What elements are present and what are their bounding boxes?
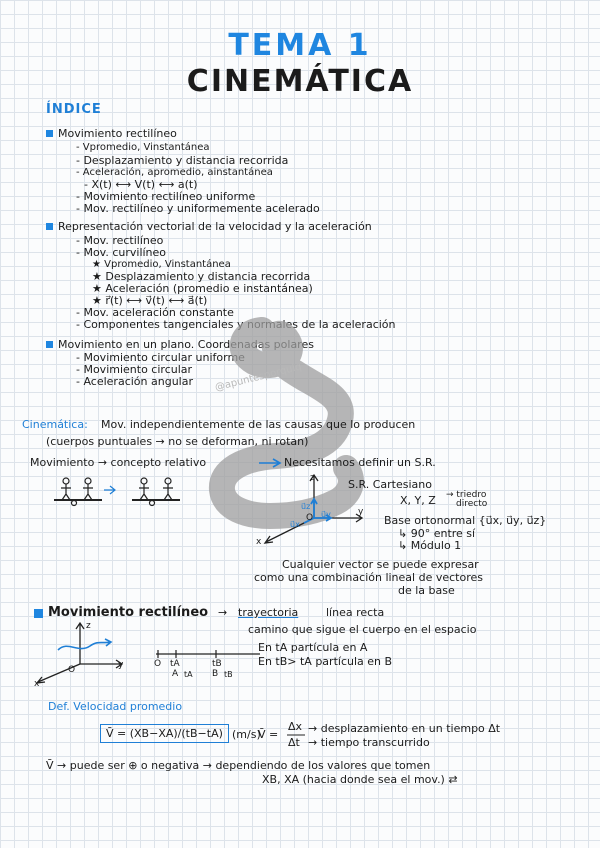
cinematica-def2: (cuerpos puntuales → no se deforman, ni rotan) bbox=[46, 435, 309, 448]
index-item: - Aceleración angular bbox=[76, 375, 193, 388]
section-title: Movimiento rectilíneo bbox=[48, 605, 209, 620]
title-tema: TEMA 1 bbox=[228, 28, 372, 63]
movimiento-relativo: Movimiento → concepto relativo bbox=[30, 456, 207, 469]
base-prop-2: ↳ Módulo 1 bbox=[398, 539, 462, 552]
ux-label: u⃗x bbox=[290, 520, 300, 529]
vector-note-3: de la base bbox=[398, 584, 455, 597]
index-item: - Movimiento circular uniforme bbox=[76, 351, 245, 364]
index-item: ★ r⃗(t) ⟷ v⃗(t) ⟷ a⃗(t) bbox=[92, 294, 208, 307]
line-origin: O bbox=[154, 659, 162, 669]
vector-note-1: Cualquier vector se puede expresar bbox=[282, 558, 479, 571]
index-item: ★ Vpromedio, Vinstantánea bbox=[92, 259, 231, 270]
axis-y-label: y bbox=[358, 507, 364, 517]
line-ta: tA bbox=[170, 659, 180, 669]
index-item: ★ Desplazamiento y distancia recorrida bbox=[92, 270, 311, 283]
trayectoria-label: trayectoria bbox=[238, 606, 299, 619]
line-point-b-time: tB bbox=[224, 670, 233, 679]
velocidad-formula-box: V̄ = (XB−XA)/(tB−tA) bbox=[100, 724, 229, 743]
trayectoria-def: camino que sigue el cuerpo en el espacio bbox=[248, 623, 477, 636]
sr-cartesiano: S.R. Cartesiano bbox=[348, 478, 432, 491]
index-item: - Movimiento circular bbox=[76, 363, 193, 376]
formula-lhs: V̄ = bbox=[258, 728, 279, 741]
velocidad-note-2: XB, XA (hacia donde sea el mov.) ⇄ bbox=[262, 773, 458, 786]
title-cinematica: CINEMÁTICA bbox=[186, 64, 414, 99]
arrow-text: → bbox=[218, 606, 228, 619]
index-item: - X(t) ⟷ V(t) ⟷ a(t) bbox=[84, 178, 198, 191]
line-point-a-time: tA bbox=[184, 670, 193, 679]
velocidad-note: V̄ → puede ser ⊕ o negativa → dependiendo de los valores que tomen bbox=[46, 759, 431, 772]
index-item: ★ Aceleración (promedio e instantánea) bbox=[92, 282, 313, 295]
linea-recta: línea recta bbox=[326, 606, 385, 619]
cinematica-def: Mov. independientemente de las causas que lo producen bbox=[101, 418, 416, 431]
bullet-icon bbox=[34, 609, 43, 618]
uy-label: u⃗y bbox=[321, 510, 331, 519]
sr-xyz: X, Y, Z bbox=[400, 494, 436, 507]
index-item: - Desplazamiento y distancia recorrida bbox=[76, 154, 289, 167]
arrow-icon bbox=[257, 457, 287, 469]
sr-triedro: → triedro bbox=[446, 490, 487, 500]
velocidad-unit: (m/s) bbox=[232, 728, 261, 741]
line-point-a: A bbox=[172, 669, 179, 679]
line-point-b: B bbox=[212, 669, 219, 679]
watermark-text: @apuntesporquiq bbox=[213, 361, 303, 394]
stick-figures-icon bbox=[52, 476, 232, 516]
index-item: - Vpromedio, Vinstantánea bbox=[76, 142, 210, 153]
en-ta: En tA partícula en A bbox=[258, 641, 368, 654]
index-section-1: Movimiento rectilíneo bbox=[58, 127, 177, 140]
axis-z-label: z bbox=[86, 621, 91, 631]
index-item: - Aceleración, apromedio, ainstantánea bbox=[76, 167, 273, 178]
axis-x-label: x bbox=[34, 679, 40, 689]
index-item: - Mov. aceleración constante bbox=[76, 306, 234, 319]
axis-x-label: x bbox=[256, 537, 262, 547]
base-ortonormal: Base ortonormal {u⃗x, u⃗y, u⃗z} bbox=[384, 514, 547, 527]
origin-label: O bbox=[306, 513, 314, 523]
index-section-3: Movimiento en un plano. Coordenadas polares bbox=[58, 338, 314, 351]
index-item: - Mov. rectilíneo bbox=[76, 234, 164, 247]
cinematica-label: Cinemática: bbox=[22, 418, 88, 431]
index-heading: ÍNDICE bbox=[46, 102, 102, 117]
axis-y-label: y bbox=[118, 660, 124, 670]
index-item: - Mov. rectilíneo y uniformemente acelerado bbox=[76, 202, 320, 215]
dt-description: → tiempo transcurrido bbox=[308, 736, 430, 749]
origin-label: O bbox=[68, 665, 76, 675]
index-item: - Componentes tangenciales y normales de la aceleración bbox=[76, 318, 396, 331]
velocidad-def-heading: Def. Velocidad promedio bbox=[48, 700, 183, 713]
uz-label: u⃗z bbox=[301, 502, 311, 511]
index-item: - Mov. curvilíneo bbox=[76, 246, 167, 259]
necesitamos-sr: Necesitamos definir un S.R. bbox=[284, 456, 436, 469]
axis-z-label: z bbox=[310, 473, 315, 483]
index-item: - Movimiento rectilíneo uniforme bbox=[76, 190, 256, 203]
en-tb: En tB> tA partícula en B bbox=[258, 655, 393, 668]
dx-description: → desplazamiento en un tiempo Δt bbox=[308, 722, 501, 735]
formula-dt: Δt bbox=[288, 736, 300, 749]
base-prop-1: ↳ 90° entre sí bbox=[398, 527, 476, 540]
index-section-2: Representación vectorial de la velocidad y la aceleración bbox=[58, 220, 372, 233]
formula-dx: Δx bbox=[288, 720, 303, 733]
vector-note-2: como una combinación lineal de vectores bbox=[254, 571, 483, 584]
sr-directo: directo bbox=[456, 499, 488, 509]
line-tb: tB bbox=[212, 659, 222, 669]
